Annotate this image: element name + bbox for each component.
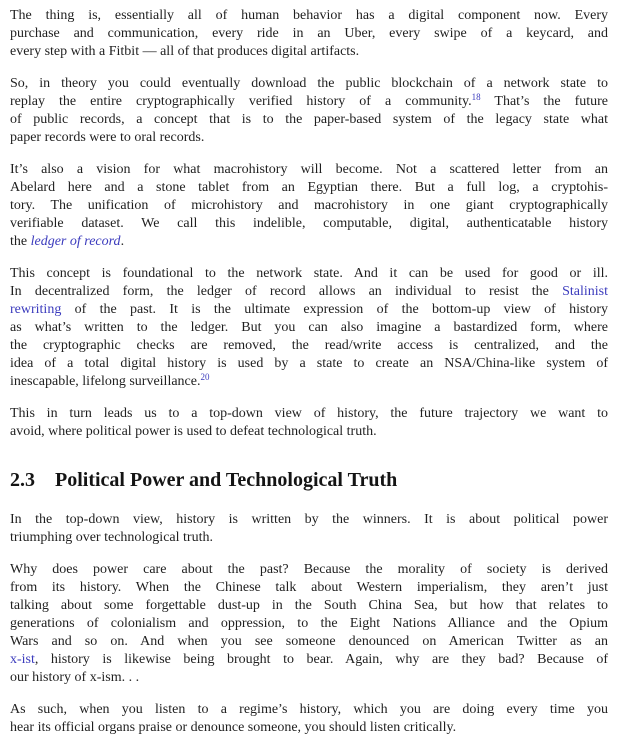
text-line xyxy=(10,579,608,597)
text-line xyxy=(10,25,608,43)
paragraph xyxy=(10,265,608,391)
text-run: Abelard here and a stone tablet from an Egyptian there. But a full log, a cryptohis- xyxy=(10,180,608,195)
inline-link[interactable]: ledger of record xyxy=(30,234,121,249)
text-run: generations of colonialism and oppression, to the Eight Nations Alliance and the Opium xyxy=(10,616,608,631)
inline-link[interactable]: Stalinist xyxy=(562,284,608,299)
text-run: It’s also a vision for what macrohistory will become. Not a scattered letter from an xyxy=(10,162,608,177)
text-line xyxy=(10,511,608,529)
text-run: This in turn leads us to a top-down view of history, the future trajectory we want to xyxy=(10,406,608,421)
text-line xyxy=(10,93,608,111)
text-run: verifiable dataset. We call this indelible, computable, digital, authenticatable history xyxy=(10,216,608,231)
text-run: tory. The unification of microhistory and macrohistory in one giant cryptographically xyxy=(10,198,608,213)
text-line xyxy=(10,373,608,391)
text-run: As such, when you listen to a regime’s history, which you are doing every time you xyxy=(10,702,608,717)
section-heading xyxy=(10,467,608,493)
text-run: the cryptographic checks are removed, the read/write access is centralized, and the xyxy=(10,338,608,353)
text-run: triumphing over technological truth. xyxy=(10,530,213,545)
text-line xyxy=(10,319,608,337)
text-run: of the past. It is the ultimate expression of the bottom-up view of history xyxy=(61,302,608,317)
text-run: from its history. When the Chinese talk about Western imperialism, they aren’t just xyxy=(10,580,608,595)
text-run: of public records, a concept that is to the paper-based system of the legacy state what xyxy=(10,112,608,127)
text-run: idea of a total digital history is used by a state to create an NSA/China-like system of xyxy=(10,356,608,371)
text-run: . xyxy=(120,234,125,249)
text-line xyxy=(10,111,608,129)
text-run: our history of x-ism. . . xyxy=(10,670,140,685)
section-number: 2.3 xyxy=(10,469,35,491)
text-run: purchase and communication, every ride in an Uber, every swipe of a keycard, and xyxy=(10,26,608,41)
text-line xyxy=(10,701,608,719)
text-line xyxy=(10,161,608,179)
paragraph xyxy=(10,561,608,687)
paragraph xyxy=(10,161,608,251)
text-run: hear its official organs praise or denounce someone, you should listen critically. xyxy=(10,720,457,735)
paragraph xyxy=(10,405,608,441)
text-run: That’s the future xyxy=(480,94,608,109)
text-line xyxy=(10,301,608,319)
text-run: The thing is, essentially all of human behavior has a digital component now. Every xyxy=(10,8,608,23)
text-run: as what’s written to the ledger. But you can also imagine a bastardized form, where xyxy=(10,320,608,335)
text-run: replay the entire cryptographically verified history of a community. xyxy=(10,94,472,109)
text-line xyxy=(10,129,608,147)
inline-link[interactable]: rewriting xyxy=(10,302,62,317)
text-line xyxy=(10,75,608,93)
paragraph xyxy=(10,7,608,61)
paragraph xyxy=(10,75,608,147)
text-line xyxy=(10,215,608,233)
text-run: In the top-down view, history is written by the winners. It is about political power xyxy=(10,512,608,527)
text-line xyxy=(10,283,608,301)
text-run: avoid, where political power is used to defeat technological truth. xyxy=(10,424,377,439)
text-line xyxy=(10,615,608,633)
text-run: paper records were to oral records. xyxy=(10,130,205,145)
text-line xyxy=(10,423,608,441)
text-line xyxy=(10,651,608,669)
footnote-ref[interactable]: 18 xyxy=(471,92,481,102)
text-line xyxy=(10,597,608,615)
text-line xyxy=(10,355,608,373)
footnote-ref[interactable]: 20 xyxy=(200,372,210,382)
text-line xyxy=(10,529,608,547)
text-line xyxy=(10,233,608,251)
text-line xyxy=(10,265,608,283)
text-run: talking about some forgettable dust-up in the South China Sea, but how that relates to xyxy=(10,598,608,613)
pre-heading-content xyxy=(10,7,608,441)
text-line xyxy=(10,43,608,61)
text-line xyxy=(10,7,608,25)
text-run: inescapable, lifelong surveillance. xyxy=(10,374,201,389)
text-run: the xyxy=(10,234,31,249)
text-run: every step with a Fitbit — all of that produces digital artifacts. xyxy=(10,44,360,59)
inline-link[interactable]: x-ist xyxy=(10,652,35,667)
text-line xyxy=(10,669,608,687)
post-heading-content xyxy=(10,511,608,737)
text-run: In decentralized form, the ledger of record allows an individual to resist the xyxy=(10,284,563,299)
text-run: Why does power care about the past? Because the morality of society is derived xyxy=(10,562,608,577)
text-line xyxy=(10,405,608,423)
text-run: This concept is foundational to the network state. And it can be used for good or ill. xyxy=(10,266,608,281)
text-line xyxy=(10,633,608,651)
text-line xyxy=(10,561,608,579)
text-line xyxy=(10,719,608,737)
paragraph xyxy=(10,511,608,547)
text-run: So, in theory you could eventually download the public blockchain of a network state to xyxy=(10,76,608,91)
text-line xyxy=(10,179,608,197)
text-run: Wars and so on. And when you see someone denounced on American Twitter as an xyxy=(10,634,608,649)
text-line xyxy=(10,197,608,215)
text-run: , history is likewise being brought to bear. Again, why are they bad? Because of xyxy=(34,652,608,667)
text-line xyxy=(10,337,608,355)
section-title: Political Power and Technological Truth xyxy=(55,469,398,491)
paragraph xyxy=(10,701,608,737)
